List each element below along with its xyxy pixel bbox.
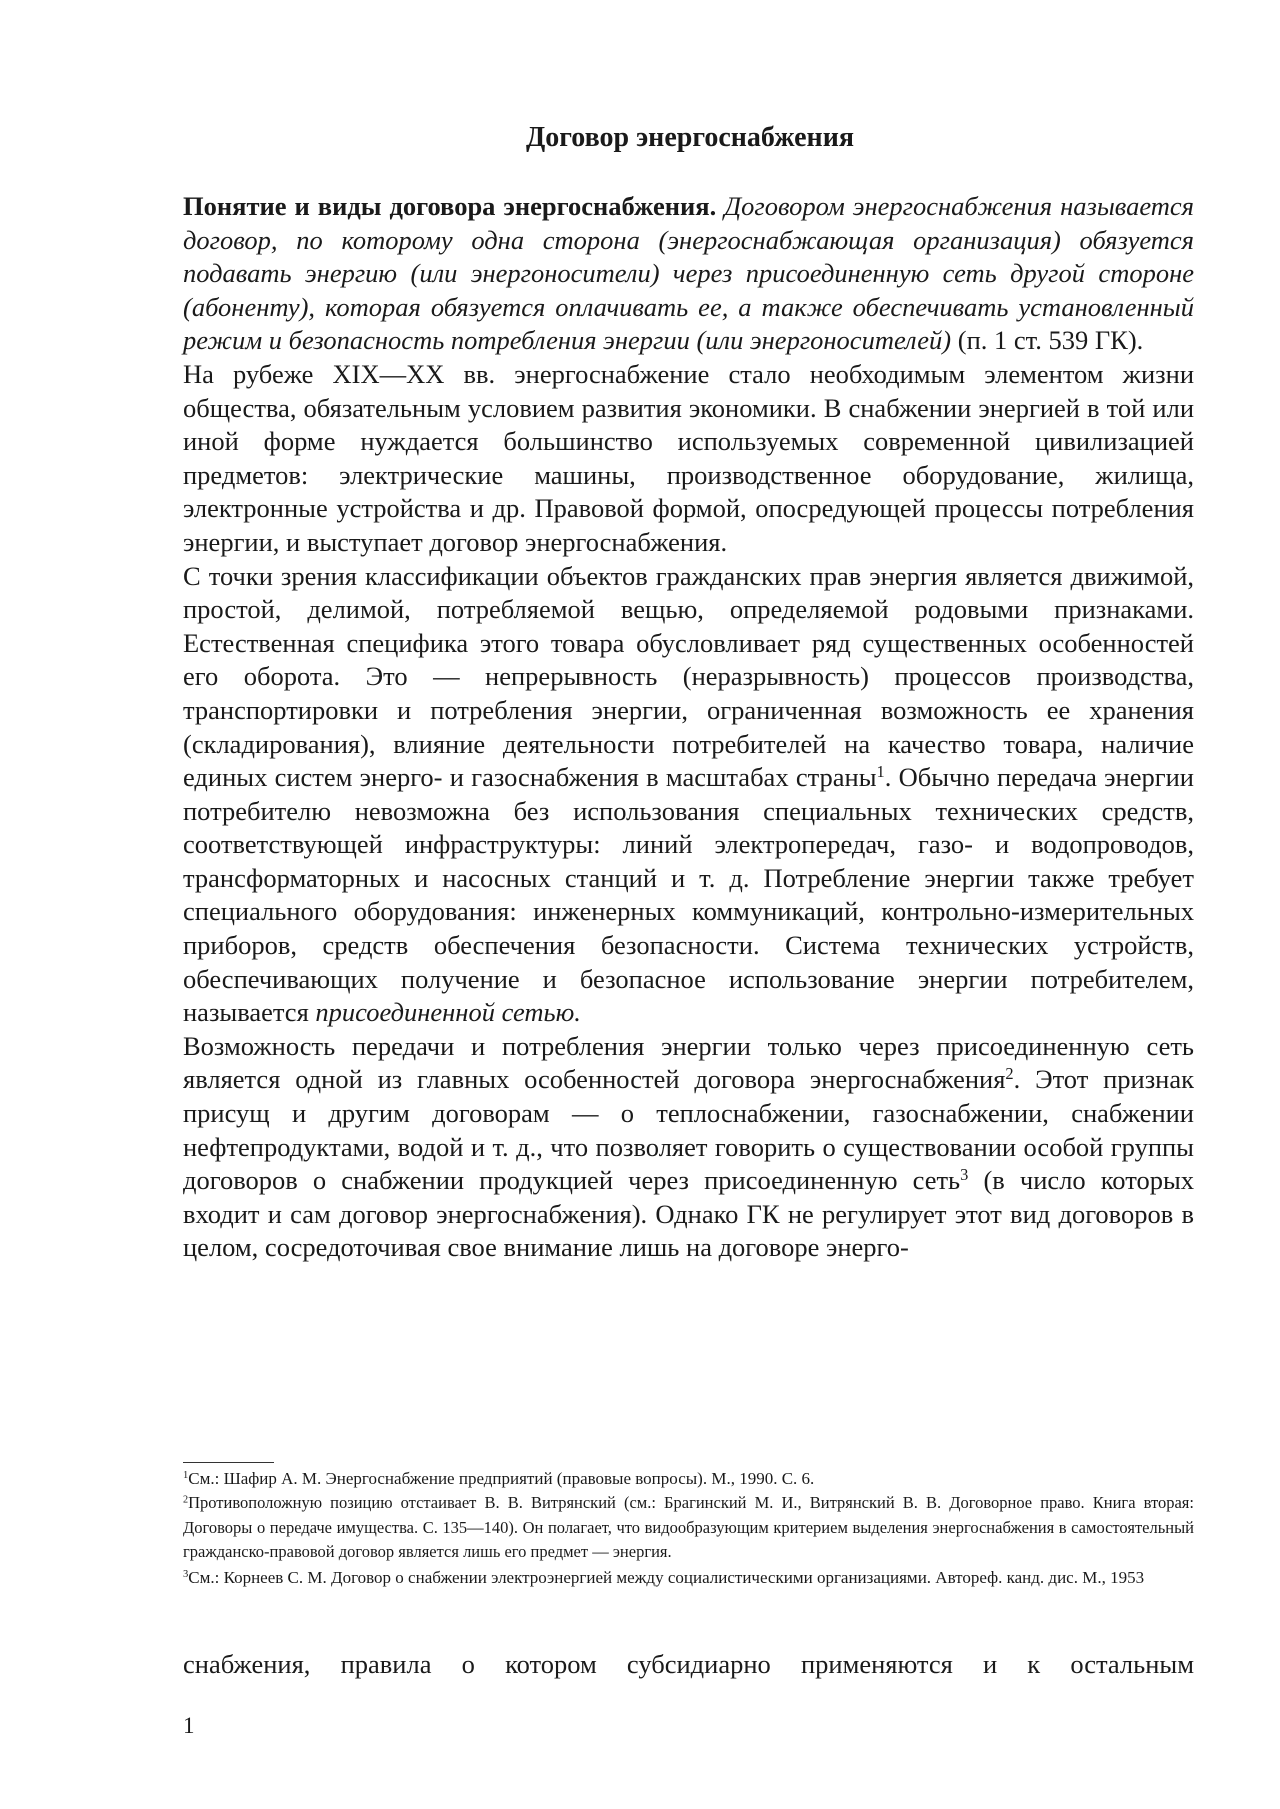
footnote-text: См.: Корнеев С. М. Договор о снабжении электроэнергией между социалистическими организациями. Автореф. канд. дис. М., 1953 bbox=[188, 1567, 1145, 1587]
paragraph-definition bbox=[183, 190, 1194, 358]
term-italic: присоединенной сетью. bbox=[315, 997, 581, 1028]
footnote-text: Противоположную позицию отстаивает В. В. Витрянский (см.: Брагинский М. И., Витрянский В. В. Договорное право. Книга вторая: Договоры о передаче имущества. С. 135—140). Он полагает, что видообразующим критерием выделения энергоснабжения в самостоятельный гражданско-правовой договор является лишь его предмет — энергия. bbox=[183, 1493, 1194, 1561]
footnote-mark: 3 bbox=[183, 1568, 189, 1580]
footnote-mark: 1 bbox=[183, 1470, 189, 1482]
footnote-mark: 2 bbox=[183, 1494, 189, 1506]
footnotes bbox=[183, 1466, 1194, 1590]
page-number: 1 bbox=[183, 1713, 195, 1738]
definition-text: Договором энергоснабжения называется договор, по которому одна сторона (энергоснабжающая организация) обязуется подавать энергию (или энергоносители) через присоединенную сеть другой стороне (абоненту), которая обязуется оплачивать ее, а также обеспечивать установленный режим и безопасность потребления энергии (или энергоносителей) bbox=[183, 191, 1194, 356]
section-heading: Понятие и виды договора энергоснабжения. bbox=[183, 191, 717, 221]
footnote-ref-1[interactable]: 1 bbox=[876, 762, 885, 782]
footnote-text: См.: Шафир А. М. Энергоснабжение предприятий (правовые вопросы). М., 1990. С. 6. bbox=[188, 1469, 815, 1488]
footnote-divider bbox=[183, 1462, 274, 1463]
paragraph-text: . Обычно передача энергии потребителю невозможна без использования специальных технических средств, соответствующей инфраструктуры: линий электропередач, газо- и водопроводов, трансформаторных и насосных станций и т. д. Потребление энергии также требует специального оборудования: инженерных коммуникаций, контрольно-измерительных приборов, средств обеспечения безопасности. Система технических устройств, обеспечивающих получение и безопасное использование энергии потребителем, называется bbox=[183, 762, 1194, 1028]
footnote-1 bbox=[183, 1466, 1194, 1491]
paragraph-text: (в число которых входит и сам договор энергоснабжения). Однако ГК не регулирует этот вид договоров в целом, сосредоточивая свое внимание лишь на договоре энерго- bbox=[183, 1165, 1194, 1263]
document-title: Договор энергоснабжения bbox=[526, 122, 854, 153]
paragraph-history: На рубеже XIX—XX вв. энергоснабжение стало необходимым элементом жизни общества, обязательным условием развития экономики. В снабжении энергией в той или иной форме нуждается большинство используемых современной цивилизацией предметов: электрические машины, производственное оборудование, жилища, электронные устройства и др. Правовой формой, опосредующей процессы потребления энергии, и выступает договор энергоснабжения. bbox=[183, 358, 1194, 557]
paragraph-text: Возможность передачи и потребления энергии только через присоединенную сеть является одной из главных особенностей договора энергоснабжения bbox=[183, 1030, 1194, 1095]
paragraph-network bbox=[183, 1030, 1194, 1265]
body-text bbox=[183, 190, 1194, 1265]
footnote-ref-3[interactable]: 3 bbox=[960, 1165, 969, 1185]
legal-reference: (п. 1 ст. 539 ГК). bbox=[957, 325, 1144, 356]
paragraph-text: С точки зрения классификации объектов гражданских прав энергия является движимой, простой, делимой, потребляемой вещью, определяемой родовыми признаками. Естественная специфика этого товара обусловливает ряд существенных особенностей его оборота. Это — непрерывность (неразрывность) процессов производства, транспортировки и потребления энергии, ограниченная возможность ее хранения (складирования), влияние деятельности потребителей на качество товара, наличие единых систем энерго- и газоснабжения в масштабах страны bbox=[183, 560, 1194, 793]
continuation-text: снабжения, правила о котором субсидиарно применяются и к остальным bbox=[183, 1649, 1194, 1679]
paragraph-classification bbox=[183, 560, 1194, 1030]
footnote-3 bbox=[183, 1565, 1194, 1590]
footnote-ref-2[interactable]: 2 bbox=[1005, 1064, 1014, 1084]
paragraph-text: . Этот признак присущ и другим договорам — о теплоснабжении, газоснабжении, снабжении нефтепродуктами, водой и т. д., что позволяет говорить о существовании особой группы договоров о снабжении продукцией через присоединенную сеть bbox=[183, 1064, 1195, 1196]
footnote-2 bbox=[183, 1491, 1194, 1565]
